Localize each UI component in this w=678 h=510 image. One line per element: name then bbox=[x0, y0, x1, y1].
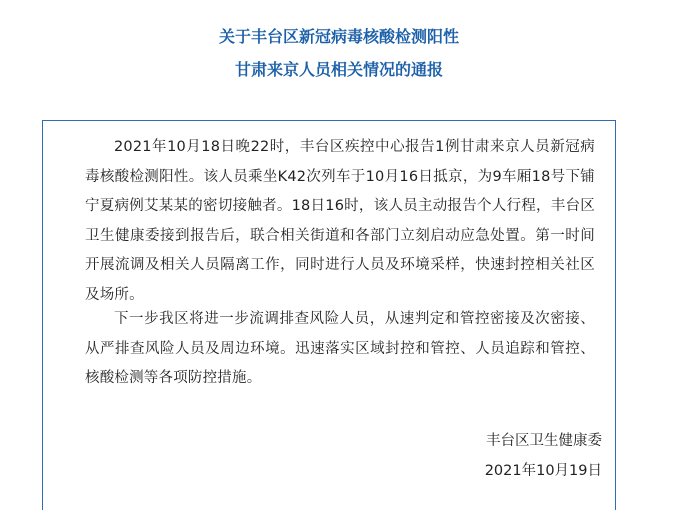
issue-date: 2021年10月19日 bbox=[484, 463, 602, 479]
notice-paragraph-1: 2021年10月18日晚22时，丰台区疾控中心报告1例甘肃来京人员新冠病毒核酸检测阳性。该人员乘坐K42次列车于10月16日抵京，为9车厢18号下铺宁夏病例艾某某的密切接触者。18日16时，该人员主动报告个人行程，丰台区卫生健康委接到报告后，联合相关街道和各部门立刻启动应急处置。第一时间开展流调及相关人员隔离工作，同时进行人员及环境采样，快速封控相关社区及场所。 bbox=[85, 139, 595, 303]
notice-content-box bbox=[42, 120, 616, 510]
notice-paragraph-2: 下一步我区将进一步流调排查风险人员，从速判定和管控密接及次密接、从严排查风险人员及周边环境。迅速落实区域封控和管控、人员追踪和管控、核酸检测等各项防控措施。 bbox=[85, 311, 595, 386]
issuing-organization: 丰台区卫生健康委 bbox=[486, 433, 602, 449]
notice-title-line2: 甘肃来京人员相关情况的通报 bbox=[234, 60, 443, 79]
notice-title-line1: 关于丰台区新冠病毒核酸检测阳性 bbox=[218, 27, 459, 46]
